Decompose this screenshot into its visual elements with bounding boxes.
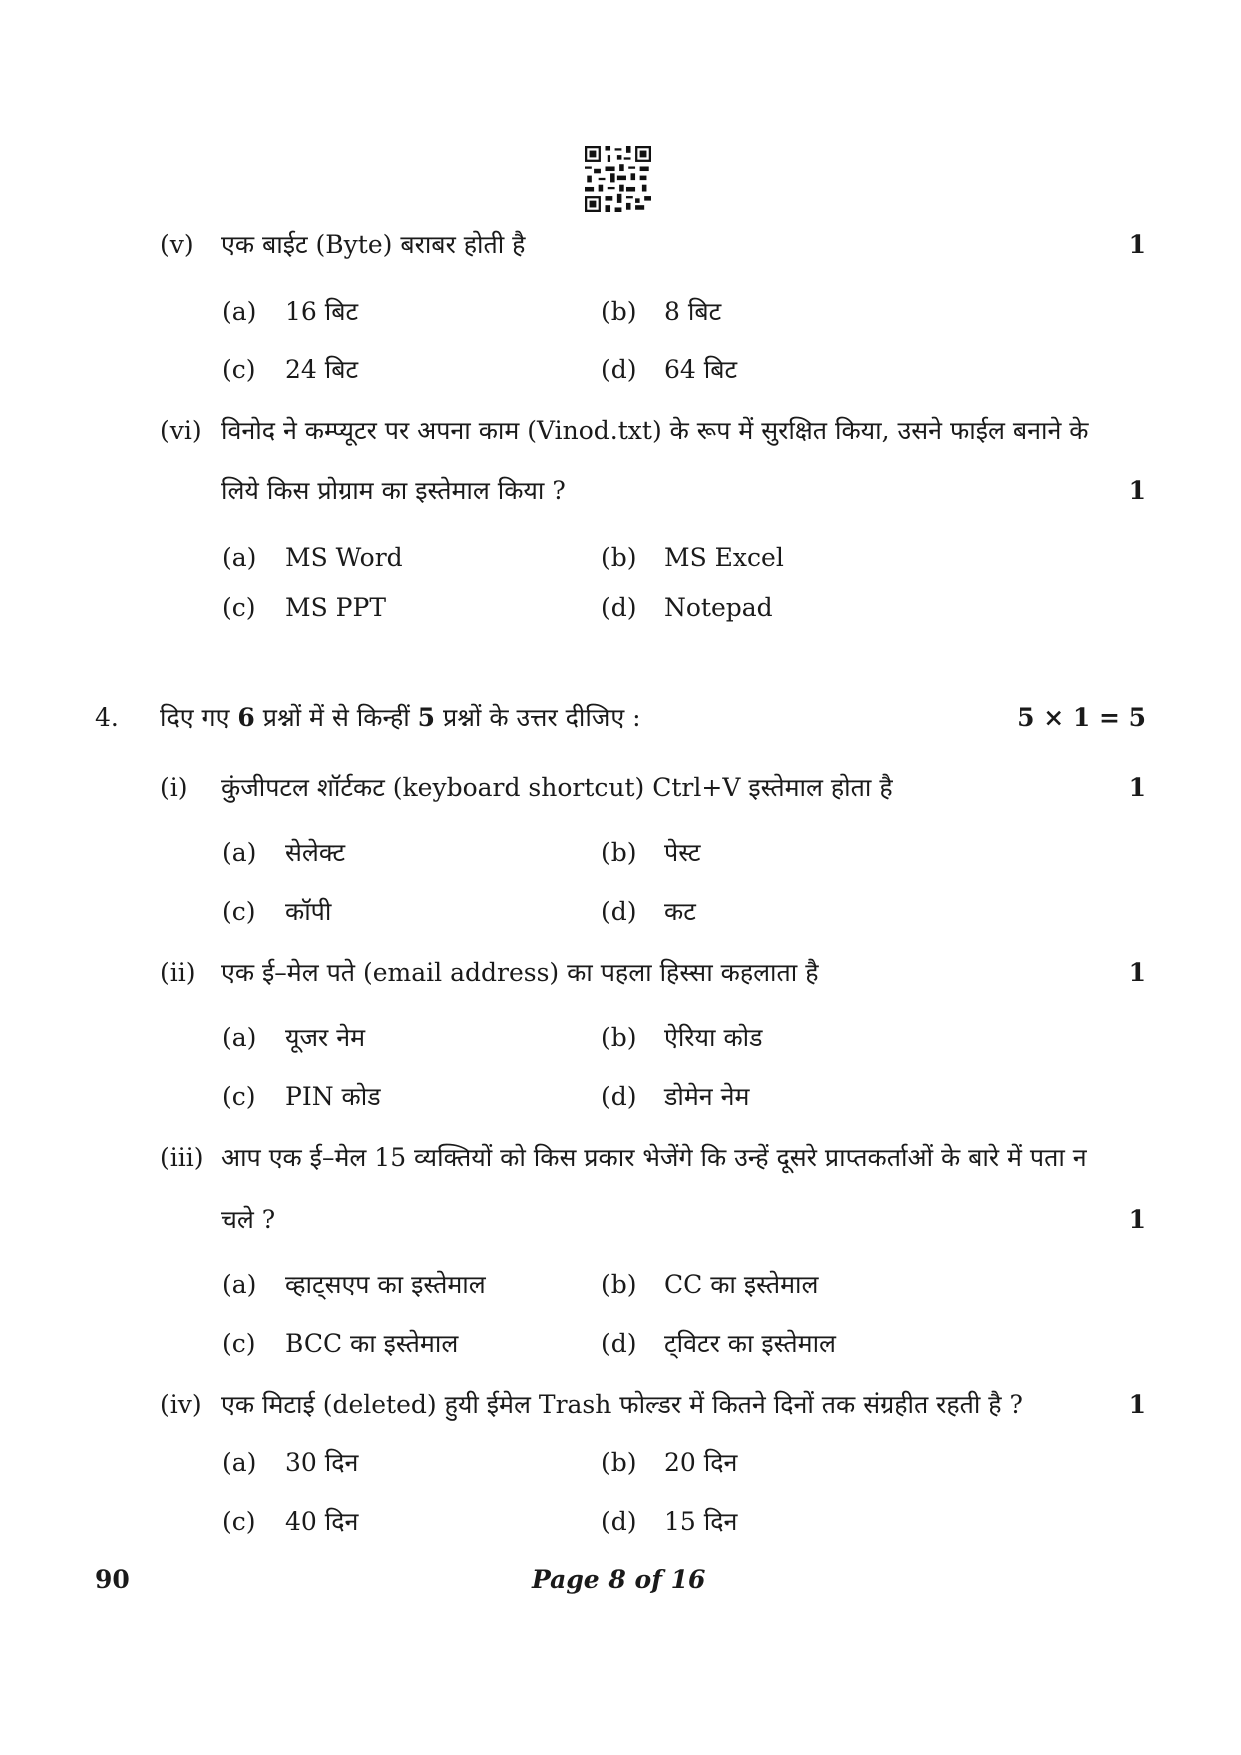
option-label: (c) <box>222 1507 256 1536</box>
question-text: कुंजीपटल शॉर्टकट (keyboard shortcut) Ctrl+V इस्तेमाल होता है <box>221 773 893 802</box>
question-marks: 1 <box>1128 958 1146 987</box>
question-text-line1: आप एक ई–मेल 15 व्यक्तियों को किस प्रकार भेजेंगे कि उन्हें दूसरे प्राप्तकर्ताओं के बारे में पता न <box>221 1143 1087 1172</box>
question-number: (v) <box>160 230 194 259</box>
option-text: यूजर नेम <box>285 1023 366 1052</box>
option-text: MS Word <box>285 543 403 572</box>
question-text-line1: विनोद ने कम्प्यूटर पर अपना काम (Vinod.txt) के रूप में सुरक्षित किया, उसने फाईल बनाने के <box>221 416 1089 445</box>
qr-code-icon <box>585 146 651 212</box>
option-label: (b) <box>601 1023 637 1052</box>
option-text: 24 बिट <box>285 355 359 384</box>
paper-code: 90 <box>95 1565 130 1594</box>
option-label: (a) <box>222 1023 257 1052</box>
question-marks: 5 × 1 = 5 <box>1017 703 1146 732</box>
option-label: (d) <box>601 355 637 384</box>
option-text: डोमेन नेम <box>664 1082 750 1111</box>
option-label: (a) <box>222 297 257 326</box>
option-label: (c) <box>222 593 256 622</box>
option-text: ऐरिया कोड <box>664 1023 763 1052</box>
page-number: Page 8 of 16 <box>532 1565 706 1594</box>
option-text: CC का इस्तेमाल <box>664 1270 819 1299</box>
option-label: (c) <box>222 1329 256 1358</box>
option-label: (b) <box>601 838 637 867</box>
question-marks: 1 <box>1128 1205 1146 1234</box>
option-label: (d) <box>601 897 637 926</box>
option-label: (b) <box>601 297 637 326</box>
option-text: सेलेक्ट <box>285 838 346 867</box>
question-marks: 1 <box>1128 1390 1146 1419</box>
question-text: एक मिटाई (deleted) हुयी ईमेल Trash फोल्डर में कितने दिनों तक संग्रहीत रहती है ? <box>221 1390 1023 1419</box>
option-label: (b) <box>601 1448 637 1477</box>
option-label: (c) <box>222 355 256 384</box>
question-number: 4. <box>95 703 119 732</box>
option-label: (d) <box>601 1329 637 1358</box>
option-label: (c) <box>222 897 256 926</box>
option-text: व्हाट्सएप का इस्तेमाल <box>285 1270 486 1299</box>
option-text: कट <box>664 897 696 926</box>
question-number: (iv) <box>160 1390 202 1419</box>
option-label: (d) <box>601 593 637 622</box>
question-number: (ii) <box>160 958 196 987</box>
option-text: 20 दिन <box>664 1448 738 1477</box>
option-text: 16 बिट <box>285 297 359 326</box>
question-marks: 1 <box>1128 476 1146 505</box>
option-label: (a) <box>222 1448 257 1477</box>
question-text: दिए गए 6 प्रश्नों में से किन्हीं 5 प्रश्नों के उत्तर दीजिए : <box>160 703 641 732</box>
option-label: (c) <box>222 1082 256 1111</box>
option-label: (a) <box>222 838 257 867</box>
question-marks: 1 <box>1128 773 1146 802</box>
option-label: (a) <box>222 1270 257 1299</box>
option-text: 15 दिन <box>664 1507 738 1536</box>
option-text: 8 बिट <box>664 297 722 326</box>
option-text: 64 बिट <box>664 355 738 384</box>
option-text: 40 दिन <box>285 1507 359 1536</box>
option-label: (a) <box>222 543 257 572</box>
option-text: MS Excel <box>664 543 784 572</box>
option-text: Notepad <box>664 593 773 622</box>
option-text: PIN कोड <box>285 1082 381 1111</box>
question-number: (iii) <box>160 1143 204 1172</box>
question-number: (vi) <box>160 416 202 445</box>
option-text: MS PPT <box>285 593 386 622</box>
option-label: (d) <box>601 1507 637 1536</box>
question-text-line2: लिये किस प्रोग्राम का इस्तेमाल किया ? <box>221 476 566 505</box>
option-label: (b) <box>601 1270 637 1299</box>
question-text: एक ई–मेल पते (email address) का पहला हिस्सा कहलाता है <box>221 958 819 987</box>
option-text: कॉपी <box>285 897 332 926</box>
question-text: एक बाईट (Byte) बराबर होती है <box>221 230 526 259</box>
option-text: ट्विटर का इस्तेमाल <box>664 1329 836 1358</box>
option-label: (d) <box>601 1082 637 1111</box>
question-marks: 1 <box>1128 230 1146 259</box>
option-label: (b) <box>601 543 637 572</box>
question-text-line2: चले ? <box>221 1205 276 1234</box>
option-text: 30 दिन <box>285 1448 359 1477</box>
option-text: पेस्ट <box>664 838 701 867</box>
question-number: (i) <box>160 773 188 802</box>
option-text: BCC का इस्तेमाल <box>285 1329 459 1358</box>
